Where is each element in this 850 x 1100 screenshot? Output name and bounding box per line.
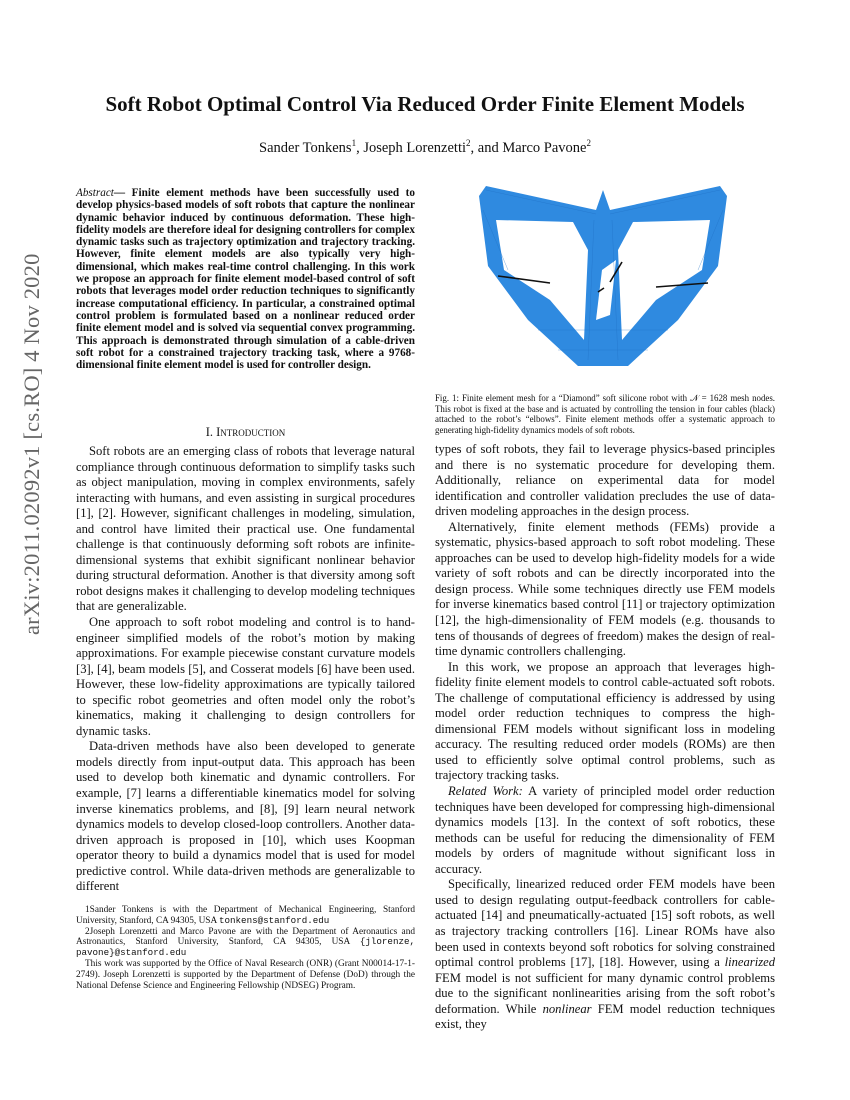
email: {jlorenze, pavone}@stanford.edu: [76, 936, 415, 959]
footnote: 1Sander Tonkens is with the Department of Mechanical Engineering, Stanford University, Stanford, CA 94305, USA tonkens@stanford.edu: [76, 905, 415, 926]
paragraph: Soft robots are an emerging class of robots that leverage natural compliance through continuous deformation to simplify tasks such as object manipulation, moving in complex environments, safely interacting with humans, and even assisting in surgical procedures [1], [2]. However, significant challenges in modeling, simulation, and control have limited their practical use. One fundamental challenge is that continuously deforming soft robots are infinite-dimensional systems that exhibit significant nonlinear behavior during structural deformation. Another is that diversity among soft robot designs makes it challenging to develop modeling techniques that are generalizable.: [76, 444, 415, 614]
abstract-text: — Finite element methods have been successfully used to develop physics-based models of soft robots that capture the nonlinear dynamic behavior induced by continuous deformation. These high-fidelity models are therefore ideal for designing controllers for complex dynamic tasks such as trajectory optimization and trajectory tracking. However, finite element models are also typically very high-dimensional, which makes real-time control challenging. In this work we propose an approach for finite element model-based control of soft robots that leverages model order reduction techniques to significantly increase computational efficiency. In particular, a constrained optimal control problem is formulated based on a nonlinear reduced order finite element model and is solved via sequential convex programming. This approach is demonstrated through simulation of a cable-driven soft robot for a constrained trajectory tracking task, where a 9768-dimensional finite element model is used for controller design.: [76, 187, 415, 372]
figure-caption: Fig. 1: Finite element mesh for a “Diamond” soft silicone robot with 𝒩 = 1628 mesh nodes. This robot is fixed at the base and is actuated by controlling the tension in four cables (black) attached to the robot’s “elbows”. Finite element methods offer a systematic approach to generating high-fidelity dynamics models of soft robots.: [435, 393, 775, 435]
footnote: 2Joseph Lorenzetti and Marco Pavone are with the Department of Aeronautics and Astronautics, Stanford University, Stanford, CA 94305, USA {jlorenze, pavone}@stanford.edu: [76, 926, 415, 959]
affiliation-mark: 2: [586, 138, 591, 148]
footnotes: [76, 905, 415, 991]
abstract: [76, 187, 415, 371]
email: tonkens@stanford.edu: [219, 914, 330, 926]
arxiv-sidebar: [12, 253, 50, 640]
paragraph: types of soft robots, they fail to leverage physics-based principles and there is no systematic procedure for developing them. Additionally, reliance on experimental data for model identification and controller validation precludes the use of data-driven modeling approaches in the design process.: [435, 442, 775, 519]
section-heading: I. Introduction: [205, 425, 286, 439]
author-name: Sander Tonkens: [259, 139, 352, 156]
paper-title: Soft Robot Optimal Control Via Reduced Order Finite Element Models: [105, 92, 745, 116]
paragraph: One approach to soft robot modeling and control is to hand-engineer simplified models of the robot’s motion by making approximations. For example piecewise constant curvature models [3], [4], beam models [5], and Cosserat models [6] have been used. However, these low-fidelity approximations are typically tailored to specific robot geometries and often model only the robot’s kinematics, making it challenging to design controllers for dynamic tasks.: [76, 615, 415, 738]
paragraph: Alternatively, finite element methods (FEMs) provide a systematic, physics-based approach to soft robot modeling. These approaches can be used to develop high-fidelity models for a wide variety of soft robots and can be directly incorporated into the design process. While some techniques directly use FEM models for inverse kinematics based control [11] or trajectory optimization [12], the high-dimensionality of FEM models (e.g. thousands to tens of thousands of degrees of freedom) makes the design of real-time dynamic controllers challenging.: [435, 519, 775, 659]
paragraph: Related Work: A variety of principled model order reduction techniques have been developed for compressing high-dimensional dynamics models [13]. In the context of soft robotics, these methods can be useful for reducing the dimensionality of FEM models by orders of magnitude without significant loss in accuracy.: [435, 784, 775, 876]
diamond-robot-mesh-figure: [478, 180, 728, 380]
paragraph: Data-driven methods have also been developed to generate models directly from input-output data. This approach has been used to develop both kinematic and dynamic controllers. For example, [7] learns a differentiable kinematics model for solving inverse kinematics problems, and [8], [9] learn neural network dynamics models to develop closed-loop controllers. Another data-driven approach is proposed in [10], which uses Koopman operator theory to build a dynamics model that is used for model predictive control. While data-driven methods are generalizable to different: [76, 739, 415, 894]
author-list: Sander Tonkens$^1$, Joseph Lorenzetti$^2$, and Marco Pavone$^2$: [259, 138, 591, 156]
related-work-label: Related Work:: [448, 784, 523, 799]
footnote: This work was supported by the Office of Naval Research (ONR) (Grant N00014-17-1-2749). Joseph Lorenzetti is supported by the Department of Defense (DoD) through the National Defense Science and Engineering Fellowship (NDSEG) Program.: [76, 958, 415, 991]
intro-right-column: [435, 442, 775, 1033]
author-name: Joseph Lorenzetti: [363, 139, 467, 156]
paragraph: In this work, we propose an approach that leverages high-fidelity finite element models to control cable-actuated soft robots. The challenge of computational efficiency is addressed by using model order reduction techniques to compress the high-dimensional FEM models without significant loss in modeling accuracy. The resulting reduced order models (ROMs) are then used to efficiently solve optimal control problems, such as trajectory tracking tasks.: [435, 659, 775, 783]
author-name: Marco Pavone: [502, 139, 587, 156]
affiliation-mark: 2: [466, 138, 471, 148]
arxiv-identifier: arXiv:2011.02092v1 [cs.RO] 4 Nov 2020: [19, 253, 44, 635]
intro-left-column: [76, 444, 415, 895]
paragraph: Specifically, linearized reduced order FEM models have been used to design regulating output-feedback controllers for cable-actuated [14] and pneumatically-actuated [15] soft robots, as well as trajectory tracking controllers [16]. Linear ROMs have also been used in contexts beyond soft robotics for solving constrained optimal control problems [17], [18]. However, using a linearized FEM model is not sufficient for many dynamic control problems due to the significant nonlinearities arising from the soft robot’s deformation. While nonlinear FEM model reduction techniques exist, they: [435, 877, 775, 1032]
affiliation-mark: 1: [351, 138, 357, 148]
abstract-label: Abstract: [76, 187, 114, 199]
